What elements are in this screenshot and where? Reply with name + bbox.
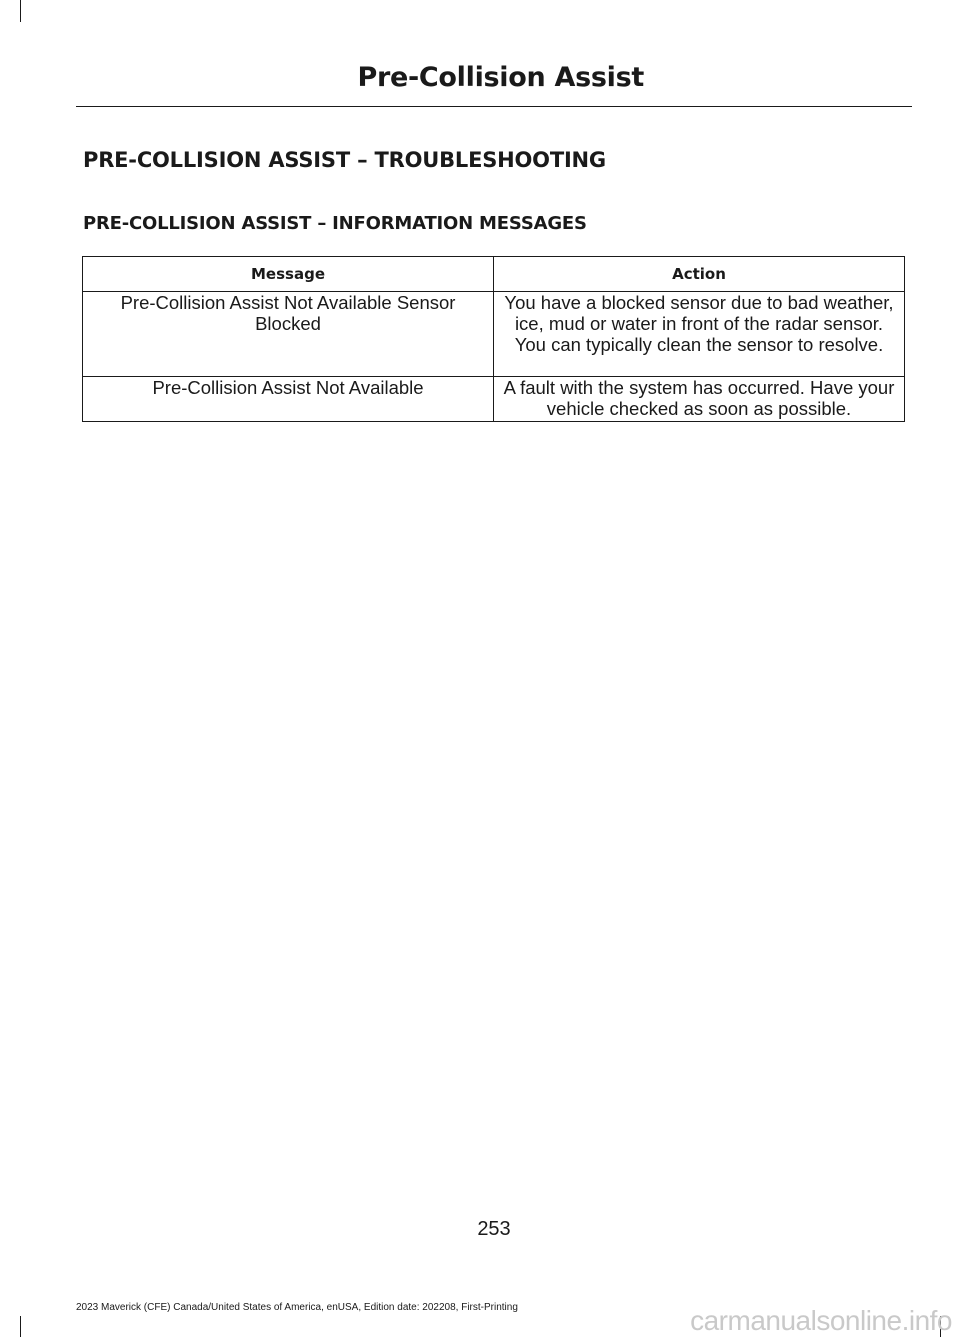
message-cell: Pre-Collision Assist Not Available Sensor Blocked [83,292,494,377]
column-header-action: Action [494,257,905,292]
column-header-message: Message [83,257,494,292]
crop-mark-bottom-left [20,1316,21,1337]
running-header-title: Pre-Collision Assist [357,62,644,93]
crop-mark-top-left [20,0,21,22]
header-rule [76,106,912,107]
action-cell: A fault with the system has occurred. Have your vehicle checked as soon as possible. [494,377,905,422]
section-title: PRE-COLLISION ASSIST – TROUBLESHOOTING [83,148,606,172]
information-messages-table [82,256,905,422]
table-header-row [83,257,905,292]
table-row [83,292,905,377]
page-number: 253 [477,1218,511,1240]
edition-footer: 2023 Maverick (CFE) Canada/United States of America, enUSA, Edition date: 202208, First-Printing [76,1302,518,1313]
action-cell: You have a blocked sensor due to bad weather, ice, mud or water in front of the radar sensor. You can typically clean the sensor to resolve. [494,292,905,377]
section-subtitle: PRE-COLLISION ASSIST – INFORMATION MESSAGES [83,213,587,234]
message-cell: Pre-Collision Assist Not Available [83,377,494,422]
table-row [83,377,905,422]
watermark: carmanualsonline.info [690,1305,952,1336]
